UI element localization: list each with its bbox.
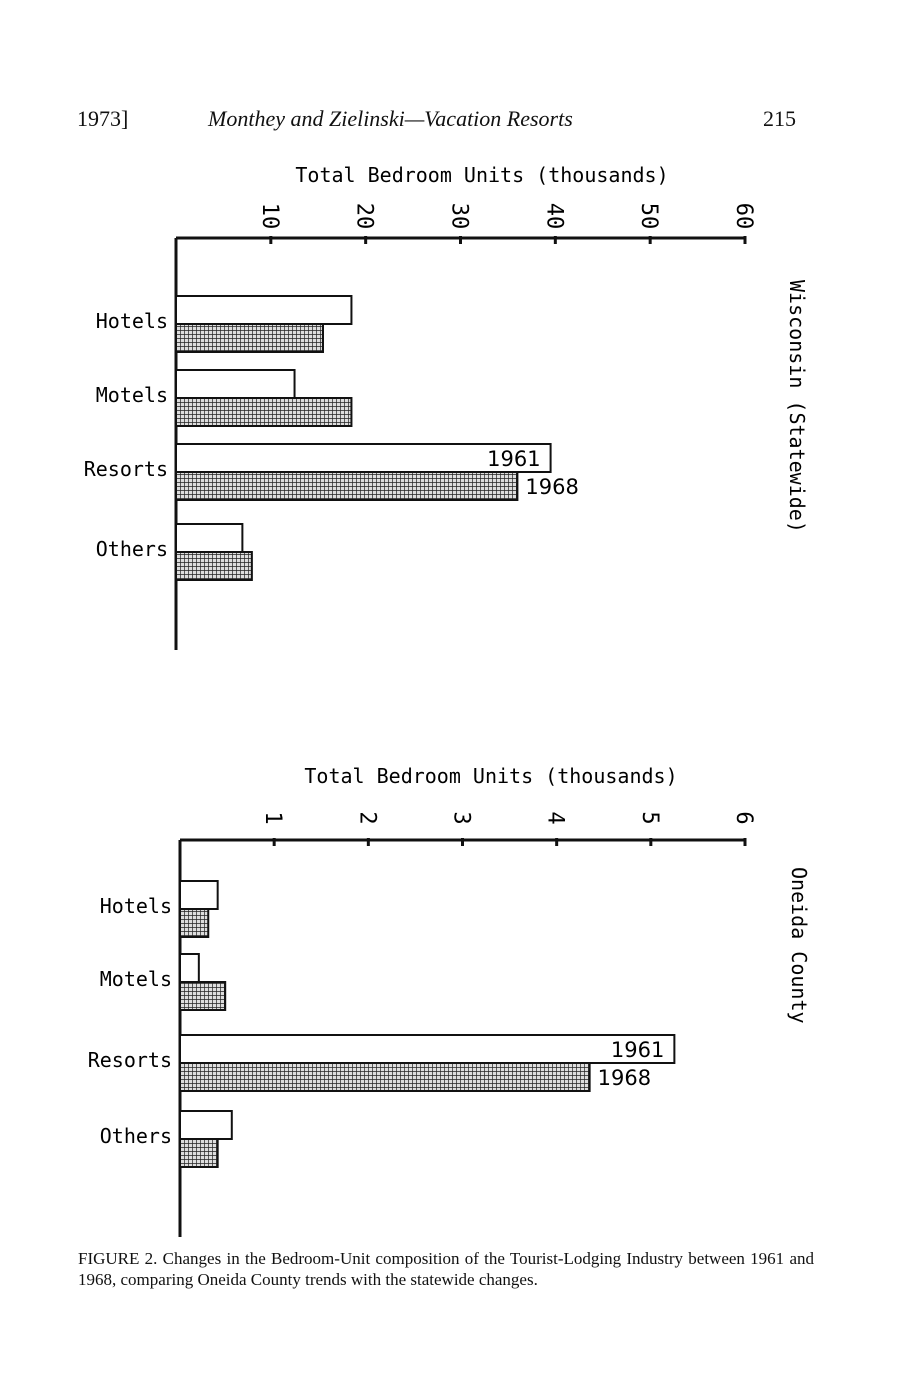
bar-others-1968 <box>180 1139 218 1167</box>
bar-hotels-1961 <box>180 881 218 909</box>
bar-hotels-1968 <box>180 909 208 937</box>
bar-others-1968 <box>176 552 252 580</box>
x-tick-label: 1 <box>260 811 286 825</box>
x-tick-label: 4 <box>542 811 568 825</box>
bar-resorts-1968 <box>180 1063 590 1091</box>
x-tick-label: 2 <box>354 811 380 825</box>
chart-title: Total Bedroom Units (thousands) <box>304 764 678 788</box>
category-label: Hotels <box>99 894 172 918</box>
x-tick-label: 10 <box>256 202 282 230</box>
oneida-county-chart <box>0 755 908 1245</box>
x-tick-label: 20 <box>351 202 377 230</box>
bar-motels-1961 <box>176 370 295 398</box>
side-label: Wisconsin (Statewide) <box>785 280 809 533</box>
x-tick-label: 6 <box>731 811 756 825</box>
category-label: Resorts <box>87 1048 172 1072</box>
bar-hotels-1961 <box>176 296 351 324</box>
category-label: Others <box>95 537 168 561</box>
bar-hotels-1968 <box>176 324 323 352</box>
bar-others-1961 <box>180 1111 232 1139</box>
figure-caption: FIGURE 2. Changes in the Bedroom-Unit composition of the Tourist-Lodging Industry between 1961 and 1968, comparing Oneida County trends with the statewide changes. <box>78 1249 814 1289</box>
bar-motels-1968 <box>176 398 351 426</box>
header-running-title: Monthey and Zielinski—Vacation Resorts <box>208 106 573 131</box>
x-tick-label: 60 <box>731 202 756 230</box>
series-label-1968: 1968 <box>597 1066 652 1090</box>
x-tick-label: 40 <box>541 202 567 230</box>
series-label-1961: 1961 <box>610 1038 665 1062</box>
x-tick-label: 50 <box>636 202 662 230</box>
series-label-1968: 1968 <box>525 475 579 499</box>
chart-title: Total Bedroom Units (thousands) <box>295 163 669 187</box>
header-page-number: 215 <box>763 106 796 131</box>
x-tick-label: 30 <box>446 202 472 230</box>
series-label-1961: 1961 <box>487 447 541 471</box>
category-label: Hotels <box>95 309 168 333</box>
x-tick-label: 5 <box>636 811 662 825</box>
side-label: Oneida County <box>787 867 811 1024</box>
category-label: Motels <box>99 967 172 991</box>
bar-motels-1961 <box>180 954 199 982</box>
category-label: Others <box>99 1124 172 1148</box>
category-label: Motels <box>95 383 168 407</box>
x-tick-label: 3 <box>448 811 474 825</box>
bar-motels-1968 <box>180 982 225 1010</box>
bar-resorts-1968 <box>176 472 517 500</box>
wisconsin-statewide-chart <box>0 150 908 660</box>
page-header <box>0 106 908 136</box>
category-label: Resorts <box>83 457 168 481</box>
bar-resorts-1961 <box>180 1035 674 1063</box>
bar-others-1961 <box>176 524 242 552</box>
header-year: 1973] <box>77 106 129 131</box>
